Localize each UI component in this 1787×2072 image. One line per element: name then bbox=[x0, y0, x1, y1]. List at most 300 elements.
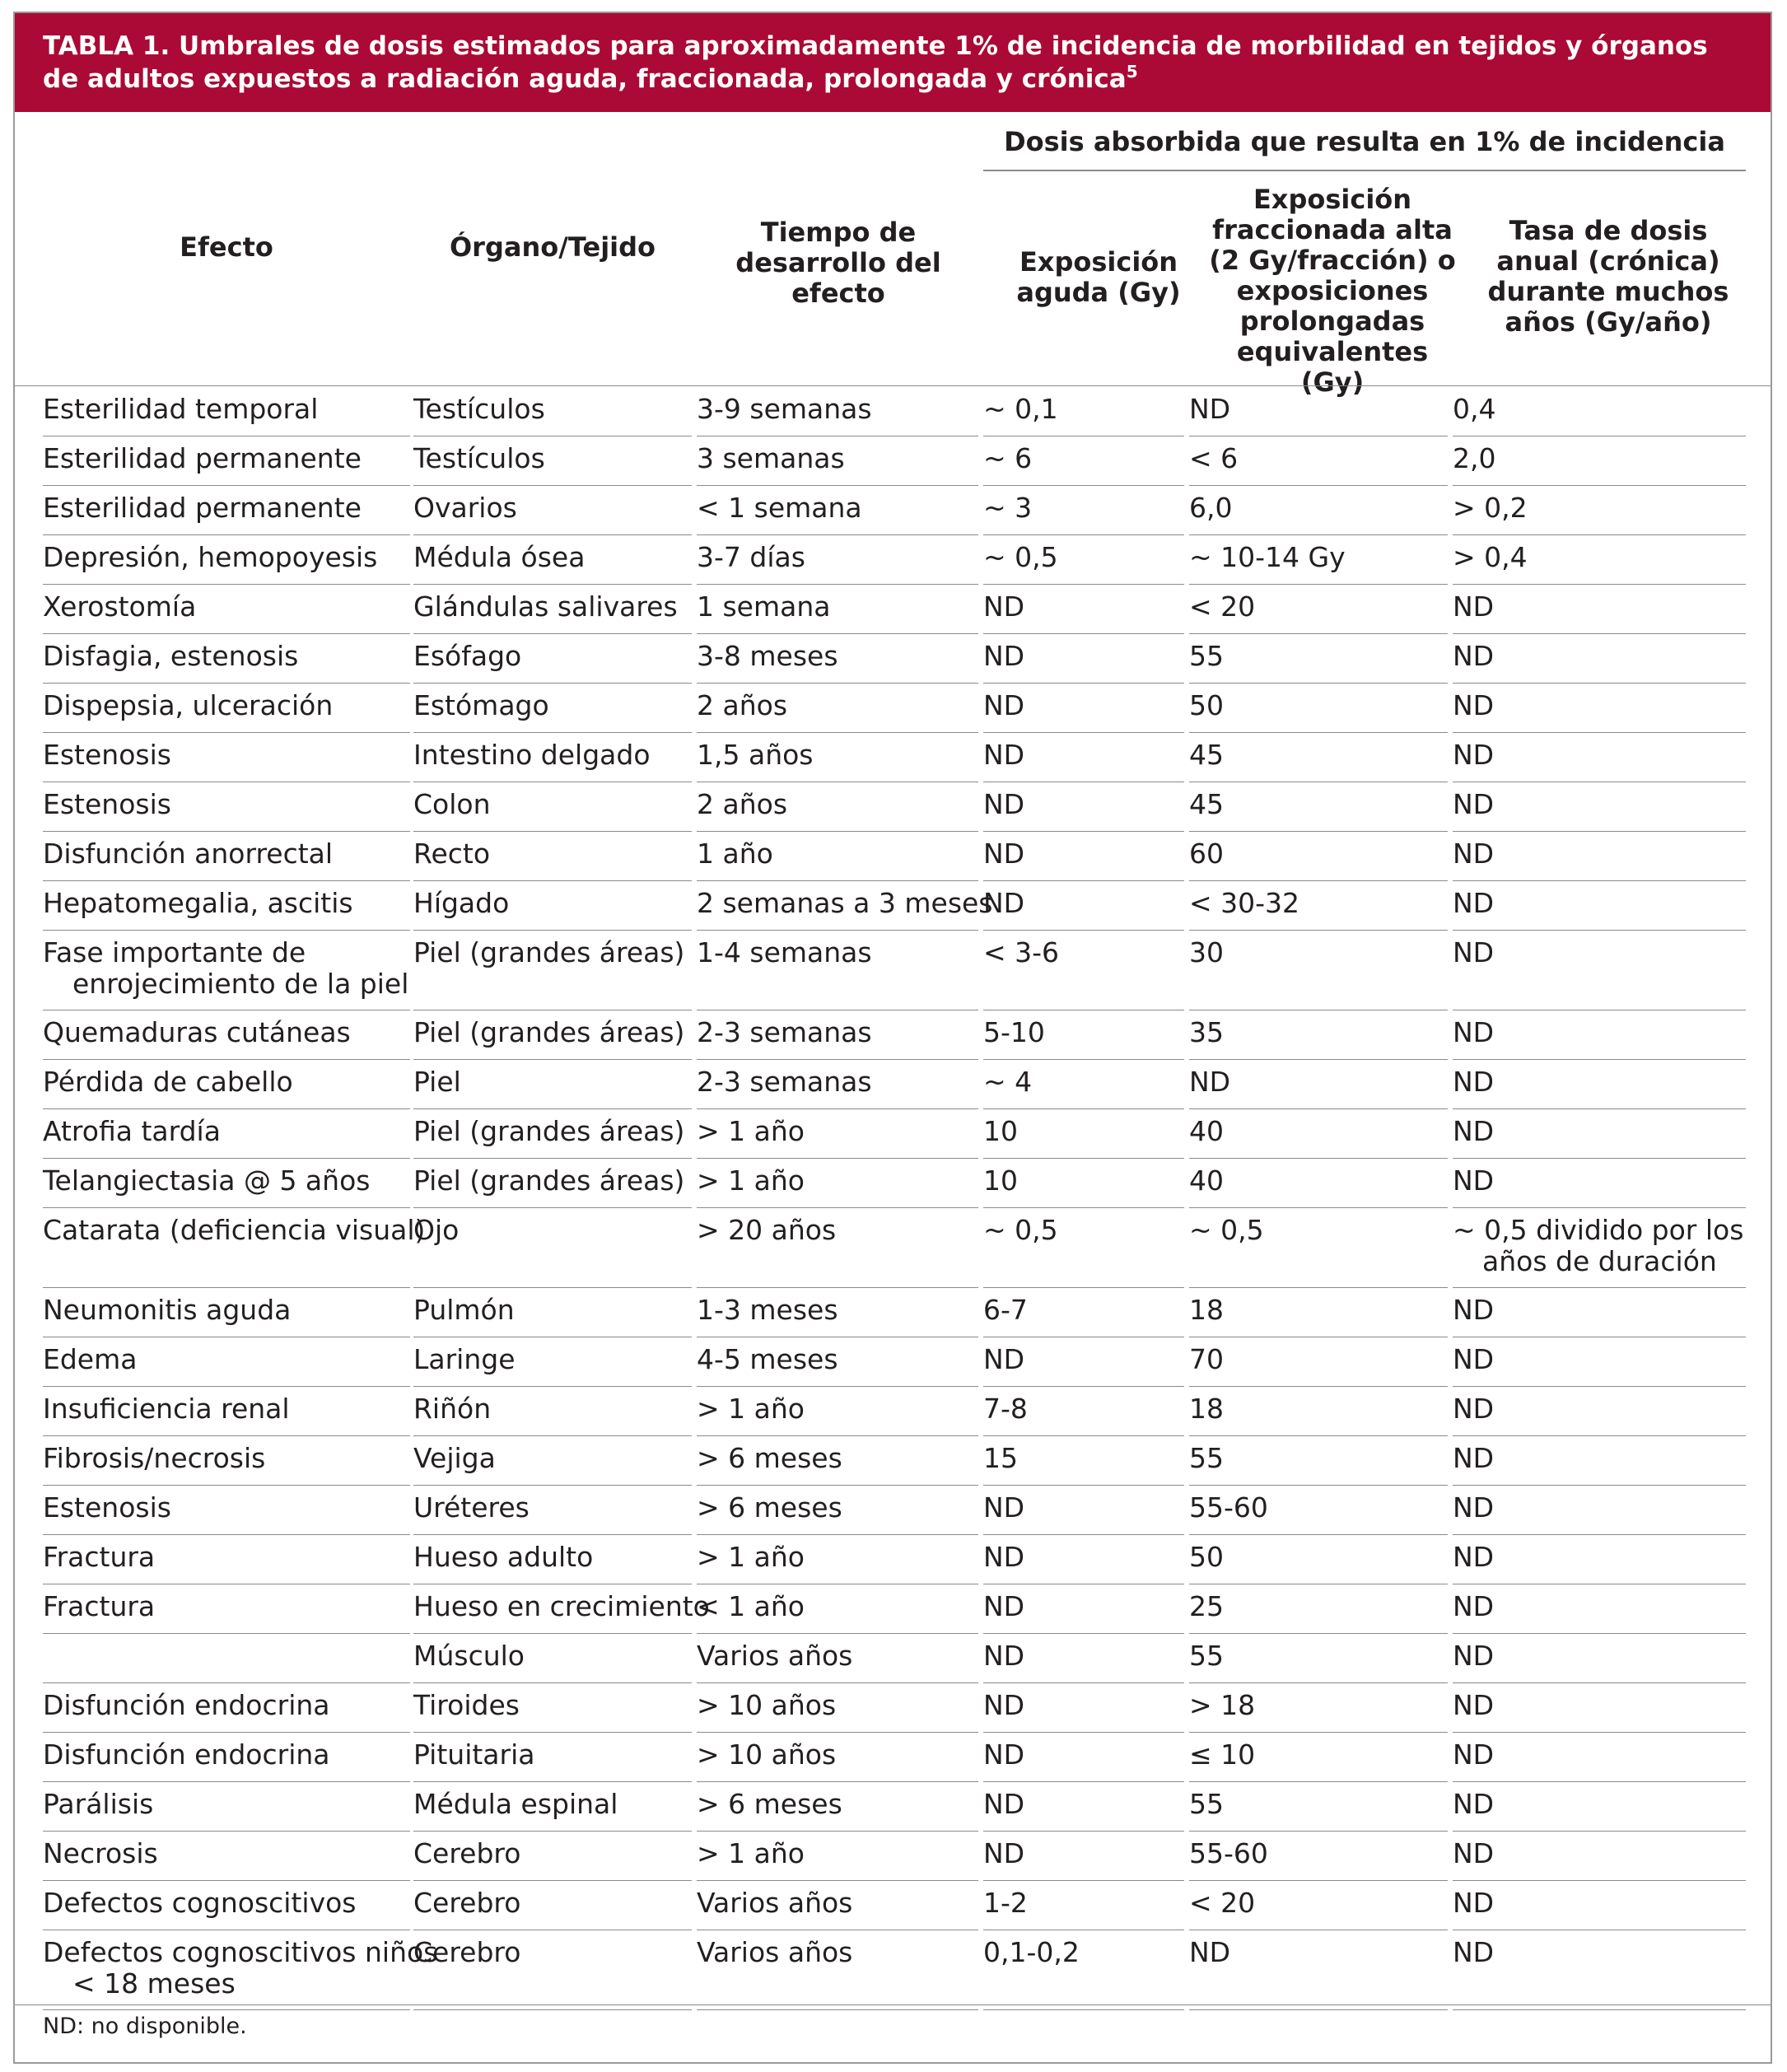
cell-fraccionada bbox=[1189, 535, 1448, 585]
table-row bbox=[15, 1010, 1771, 1060]
cell-tiempo bbox=[697, 387, 978, 436]
cell-tasa bbox=[1453, 1881, 1746, 1930]
cell-efecto-text: Fractura bbox=[43, 1541, 156, 1573]
table-row bbox=[15, 1881, 1771, 1930]
cell-tiempo bbox=[697, 486, 978, 535]
table-row bbox=[15, 1109, 1771, 1159]
cell-tiempo bbox=[697, 1288, 978, 1337]
cell-aguda-text: ~ 4 bbox=[983, 1066, 1033, 1098]
cell-efecto-text: Atrofia tardía bbox=[43, 1115, 221, 1147]
cell-efecto-text: Dispepsia, ulceración bbox=[43, 689, 334, 721]
cell-aguda bbox=[983, 1782, 1184, 1832]
cell-tasa-text: ND bbox=[1453, 788, 1495, 820]
cell-tasa bbox=[1453, 1782, 1746, 1832]
cell-aguda bbox=[983, 1109, 1184, 1159]
cell-efecto bbox=[43, 1288, 410, 1337]
table-row bbox=[15, 1634, 1771, 1683]
cell-efecto-text: Telangiectasia @ 5 años bbox=[43, 1164, 371, 1197]
cell-fraccionada bbox=[1189, 1881, 1448, 1930]
cell-tiempo bbox=[697, 1109, 978, 1159]
table-row bbox=[15, 1486, 1771, 1535]
cell-organo-text: Pituitaria bbox=[413, 1738, 535, 1771]
cell-efecto-text: Edema bbox=[43, 1343, 138, 1375]
cell-tasa bbox=[1453, 486, 1746, 535]
cell-fraccionada bbox=[1189, 634, 1448, 684]
cell-fraccionada bbox=[1189, 1486, 1448, 1535]
cell-tasa-text: ND bbox=[1453, 1837, 1495, 1869]
cell-fraccionada-text: 45 bbox=[1189, 739, 1224, 771]
cell-organo bbox=[413, 1288, 692, 1337]
cell-efecto bbox=[43, 1584, 410, 1634]
cell-fraccionada bbox=[1189, 1832, 1448, 1881]
cell-organo bbox=[413, 684, 692, 733]
cell-tasa bbox=[1453, 1733, 1746, 1782]
cell-organo bbox=[413, 1486, 692, 1535]
column-header-organo: Órgano/Tejido bbox=[449, 231, 656, 263]
cell-tiempo bbox=[697, 931, 978, 1010]
cell-aguda bbox=[983, 782, 1184, 832]
cell-aguda-text: 10 bbox=[983, 1115, 1018, 1147]
table-row bbox=[15, 1782, 1771, 1832]
cell-tasa-text: ND bbox=[1453, 590, 1495, 623]
cell-organo-text: Médula ósea bbox=[413, 541, 586, 573]
cell-efecto bbox=[43, 585, 410, 634]
cell-tasa bbox=[1453, 1109, 1746, 1159]
cell-organo bbox=[413, 1881, 692, 1930]
cell-fraccionada-text: 50 bbox=[1189, 689, 1224, 721]
cell-tasa-text: ND bbox=[1453, 1393, 1495, 1425]
cell-efecto bbox=[43, 1387, 410, 1436]
cell-fraccionada bbox=[1189, 1060, 1448, 1109]
cell-fraccionada bbox=[1189, 1010, 1448, 1060]
cell-tiempo-text: Varios años bbox=[697, 1887, 853, 1919]
table-row bbox=[15, 585, 1771, 634]
cell-tiempo-text: > 1 año bbox=[697, 1164, 805, 1197]
cell-aguda-text: ND bbox=[983, 1343, 1025, 1375]
cell-tasa-text: ND bbox=[1453, 1590, 1495, 1622]
cell-organo bbox=[413, 881, 692, 931]
cell-tasa-text: ND bbox=[1453, 1164, 1495, 1197]
cell-efecto bbox=[43, 1733, 410, 1782]
cell-efecto bbox=[43, 1535, 410, 1584]
cell-tiempo-text: 1,5 años bbox=[697, 739, 814, 771]
cell-efecto bbox=[43, 634, 410, 684]
cell-tasa-text: ND bbox=[1453, 1066, 1495, 1098]
cell-tasa bbox=[1453, 1683, 1746, 1733]
cell-organo-text: Piel (grandes áreas) bbox=[413, 1164, 685, 1197]
cell-organo-text: Testículos bbox=[413, 442, 545, 474]
table-row bbox=[15, 832, 1771, 881]
cell-fraccionada bbox=[1189, 684, 1448, 733]
cell-fraccionada bbox=[1189, 1683, 1448, 1733]
cell-tiempo bbox=[697, 436, 978, 486]
cell-aguda-text: ~ 0,5 bbox=[983, 541, 1058, 573]
cell-organo-text: Piel bbox=[413, 1066, 461, 1098]
cell-efecto bbox=[43, 387, 410, 436]
cell-aguda-text: ND bbox=[983, 689, 1025, 721]
cell-organo bbox=[413, 486, 692, 535]
cell-tiempo-text: 3-9 semanas bbox=[697, 393, 872, 425]
cell-organo bbox=[413, 1584, 710, 1634]
cell-efecto-text: Depresión, hemopoyesis bbox=[43, 541, 378, 573]
table-row bbox=[15, 1584, 1771, 1634]
cell-tiempo-text: 2 años bbox=[697, 788, 788, 820]
column-header-tasa: Tasa de dosis anual (crónica) durante muchos años (Gy/año) bbox=[1487, 215, 1729, 338]
cell-efecto-text: Neumonitis aguda bbox=[43, 1294, 292, 1326]
cell-fraccionada-text: 55 bbox=[1189, 1640, 1224, 1672]
cell-aguda-text: 6-7 bbox=[983, 1294, 1028, 1326]
column-header-fraccionada: Exposición fraccionada alta (2 Gy/fracción) o exposiciones prolongadas equivalentes (Gy) bbox=[1209, 184, 1456, 398]
cell-efecto-text: Insuficiencia renal bbox=[43, 1393, 290, 1425]
cell-tiempo bbox=[697, 535, 978, 585]
cell-fraccionada-text: 18 bbox=[1189, 1393, 1224, 1425]
cell-tasa-text: ND bbox=[1453, 1738, 1495, 1771]
table-row bbox=[15, 1337, 1771, 1387]
table-row bbox=[15, 387, 1771, 436]
cell-efecto bbox=[43, 1010, 410, 1060]
cell-fraccionada-text: 55-60 bbox=[1189, 1837, 1268, 1869]
cell-aguda bbox=[983, 1930, 1184, 2010]
cell-aguda-text: ~ 0,5 bbox=[983, 1214, 1058, 1246]
cell-aguda-text: ~ 0,1 bbox=[983, 393, 1058, 425]
cell-organo bbox=[413, 1387, 692, 1436]
cell-fraccionada-text: < 20 bbox=[1189, 590, 1256, 623]
cell-tasa bbox=[1453, 1010, 1746, 1060]
cell-tiempo bbox=[697, 1337, 978, 1387]
cell-tiempo-text: 4-5 meses bbox=[697, 1343, 838, 1375]
cell-tiempo-text: 2 semanas a 3 meses bbox=[697, 887, 993, 919]
cell-efecto-text: Disfunción endocrina bbox=[43, 1689, 330, 1721]
cell-aguda-text: ~ 6 bbox=[983, 442, 1033, 474]
cell-fraccionada-text: 25 bbox=[1189, 1590, 1224, 1622]
cell-fraccionada bbox=[1189, 931, 1448, 1010]
cell-aguda-text: ND bbox=[983, 838, 1025, 870]
cell-fraccionada bbox=[1189, 1584, 1448, 1634]
cell-organo-text: Testículos bbox=[413, 393, 545, 425]
cell-aguda bbox=[983, 1733, 1184, 1782]
cell-organo-text: Hueso en crecimiento bbox=[413, 1590, 710, 1622]
cell-fraccionada bbox=[1189, 1535, 1448, 1584]
cell-tiempo bbox=[697, 832, 978, 881]
table-row bbox=[15, 782, 1771, 832]
cell-aguda bbox=[983, 832, 1184, 881]
cell-tiempo-text: > 1 año bbox=[697, 1393, 805, 1425]
cell-tasa bbox=[1453, 535, 1746, 585]
cell-tiempo-text: > 1 año bbox=[697, 1541, 805, 1573]
cell-efecto bbox=[43, 832, 410, 881]
cell-efecto-text: Esterilidad permanente bbox=[43, 492, 362, 524]
title-superscript: 5 bbox=[1126, 62, 1138, 82]
cell-tiempo-text: 1 año bbox=[697, 838, 773, 870]
cell-efecto-text: Esterilidad temporal bbox=[43, 393, 319, 425]
cell-tasa-text: ND bbox=[1453, 1016, 1495, 1048]
cell-fraccionada-text: 55 bbox=[1189, 1788, 1224, 1820]
table-row bbox=[15, 1436, 1771, 1486]
cell-efecto bbox=[43, 1208, 426, 1288]
cell-tiempo-text: Varios años bbox=[697, 1640, 853, 1672]
cell-efecto bbox=[43, 684, 410, 733]
cell-organo bbox=[413, 1159, 692, 1208]
cell-tiempo-text: 1 semana bbox=[697, 590, 831, 623]
cell-tiempo-text: > 6 meses bbox=[697, 1788, 842, 1820]
cell-tiempo bbox=[697, 1010, 978, 1060]
cell-organo bbox=[413, 1782, 692, 1832]
cell-tasa-text: 2,0 bbox=[1453, 442, 1496, 474]
cell-organo-text: Glándulas salivares bbox=[413, 590, 678, 623]
cell-tiempo bbox=[697, 634, 978, 684]
cell-aguda-text: ND bbox=[983, 1788, 1025, 1820]
cell-efecto bbox=[43, 436, 410, 486]
cell-efecto-text: Quemaduras cutáneas bbox=[43, 1016, 351, 1048]
cell-tasa-text: ND bbox=[1453, 1491, 1495, 1524]
table-row bbox=[15, 436, 1771, 486]
cell-tiempo bbox=[697, 1733, 978, 1782]
cell-efecto-text: Fase importante de bbox=[43, 936, 306, 968]
table-row bbox=[15, 1159, 1771, 1208]
cell-efecto bbox=[43, 1486, 410, 1535]
cell-aguda-text: 10 bbox=[983, 1164, 1018, 1197]
cell-organo-text: Ovarios bbox=[413, 492, 517, 524]
cell-tasa bbox=[1453, 931, 1746, 1010]
table-row bbox=[15, 634, 1771, 684]
cell-fraccionada bbox=[1189, 585, 1448, 634]
cell-organo bbox=[413, 1634, 692, 1683]
table-title-bar bbox=[15, 13, 1771, 112]
table-row bbox=[15, 486, 1771, 535]
cell-aguda bbox=[983, 535, 1184, 585]
cell-aguda bbox=[983, 1436, 1184, 1486]
cell-fraccionada bbox=[1189, 1159, 1448, 1208]
cell-tasa bbox=[1453, 1634, 1746, 1683]
cell-tasa-text: ND bbox=[1453, 640, 1495, 672]
cell-organo-text: Tiroides bbox=[413, 1689, 520, 1721]
cell-tasa-text: ND bbox=[1453, 887, 1495, 919]
cell-aguda-text: ND bbox=[983, 1541, 1025, 1573]
cell-organo-text: Vejiga bbox=[413, 1442, 496, 1474]
cell-tiempo-text: > 20 años bbox=[697, 1214, 837, 1246]
column-header-aguda: Exposición aguda (Gy) bbox=[1016, 246, 1181, 308]
cell-efecto-text: Catarata (deficiencia visual) bbox=[43, 1214, 426, 1246]
cell-organo bbox=[413, 1930, 692, 2010]
cell-tiempo-text: > 1 año bbox=[697, 1837, 805, 1869]
cell-tiempo-text: 3-7 días bbox=[697, 541, 805, 573]
cell-organo-text: Laringe bbox=[413, 1343, 516, 1375]
cell-fraccionada-text: < 30-32 bbox=[1189, 887, 1300, 919]
cell-organo-text: Piel (grandes áreas) bbox=[413, 1115, 685, 1147]
cell-aguda bbox=[983, 1060, 1184, 1109]
cell-aguda bbox=[983, 1387, 1184, 1436]
cell-organo bbox=[413, 782, 692, 832]
cell-organo bbox=[413, 535, 692, 585]
cell-aguda-text: ND bbox=[983, 1491, 1025, 1524]
cell-organo bbox=[413, 1109, 692, 1159]
cell-organo-text: Ojo bbox=[413, 1214, 460, 1246]
cell-tiempo-text: 2-3 semanas bbox=[697, 1066, 872, 1098]
table-row bbox=[15, 1535, 1771, 1584]
cell-aguda bbox=[983, 1535, 1184, 1584]
cell-fraccionada-text: 70 bbox=[1189, 1343, 1224, 1375]
cell-aguda bbox=[983, 486, 1184, 535]
cell-organo-text: Piel (grandes áreas) bbox=[413, 936, 685, 968]
cell-organo bbox=[413, 1436, 692, 1486]
cell-fraccionada-text: 40 bbox=[1189, 1164, 1224, 1197]
cell-tiempo bbox=[697, 1832, 978, 1881]
cell-tasa-text: ND bbox=[1453, 689, 1495, 721]
cell-tasa bbox=[1453, 1535, 1746, 1584]
cell-aguda bbox=[983, 1288, 1184, 1337]
cell-tiempo-text: < 1 año bbox=[697, 1590, 805, 1622]
cell-aguda bbox=[983, 733, 1184, 782]
cell-tiempo bbox=[697, 1634, 978, 1683]
cell-organo-text: Médula espinal bbox=[413, 1788, 618, 1820]
cell-efecto bbox=[43, 1782, 410, 1832]
cell-aguda-text: ~ 3 bbox=[983, 492, 1033, 524]
cell-tiempo-text: > 6 meses bbox=[697, 1442, 842, 1474]
cell-tasa bbox=[1453, 684, 1746, 733]
cell-efecto bbox=[43, 1060, 410, 1109]
cell-fraccionada bbox=[1189, 733, 1448, 782]
cell-tiempo bbox=[697, 1159, 978, 1208]
cell-tasa-text: > 0,2 bbox=[1453, 492, 1528, 524]
cell-organo bbox=[413, 436, 692, 486]
table-row bbox=[15, 1832, 1771, 1881]
cell-aguda-text: ND bbox=[983, 1837, 1025, 1869]
cell-aguda-text: ND bbox=[983, 1590, 1025, 1622]
table-row bbox=[15, 1733, 1771, 1782]
cell-tiempo-text: 2-3 semanas bbox=[697, 1016, 872, 1048]
table-row bbox=[15, 1208, 1771, 1288]
cell-efecto-text: Fibrosis/necrosis bbox=[43, 1442, 266, 1474]
cell-fraccionada bbox=[1189, 1288, 1448, 1337]
table-row bbox=[15, 733, 1771, 782]
cell-tiempo bbox=[697, 1486, 978, 1535]
cell-efecto bbox=[43, 782, 410, 832]
cell-fraccionada-text: 6,0 bbox=[1189, 492, 1233, 524]
cell-efecto bbox=[43, 1337, 410, 1387]
cell-tiempo bbox=[697, 1208, 978, 1288]
cell-fraccionada bbox=[1189, 436, 1448, 486]
cell-efecto bbox=[43, 1881, 410, 1930]
cell-tiempo bbox=[697, 881, 993, 931]
cell-tiempo bbox=[697, 1535, 978, 1584]
cell-tasa bbox=[1453, 782, 1746, 832]
cell-efecto-text: Xerostomía bbox=[43, 590, 197, 623]
cell-fraccionada bbox=[1189, 832, 1448, 881]
cell-efecto-text: Hepatomegalia, ascitis bbox=[43, 887, 353, 919]
cell-tasa-text: ~ 0,5 dividido por los bbox=[1453, 1214, 1744, 1246]
cell-tasa bbox=[1453, 1060, 1746, 1109]
footnote: ND: no disponible. bbox=[43, 2014, 247, 2039]
cell-efecto-text: Estenosis bbox=[43, 739, 171, 771]
cell-organo bbox=[413, 1337, 692, 1387]
cell-fraccionada bbox=[1189, 881, 1448, 931]
cell-tasa-text-continued: años de duración bbox=[1482, 1245, 1717, 1277]
cell-aguda bbox=[983, 387, 1184, 436]
cell-tiempo bbox=[697, 585, 978, 634]
cell-tiempo bbox=[697, 1387, 978, 1436]
cell-efecto bbox=[43, 486, 410, 535]
cell-organo-text: Cerebro bbox=[413, 1936, 521, 1968]
cell-aguda bbox=[983, 1208, 1184, 1288]
cell-tasa-text: ND bbox=[1453, 1294, 1495, 1326]
cell-aguda-text: 1-2 bbox=[983, 1887, 1028, 1919]
cell-aguda-text: 0,1-0,2 bbox=[983, 1936, 1080, 1968]
cell-tasa-text: ND bbox=[1453, 1689, 1495, 1721]
cell-efecto-text: Esterilidad permanente bbox=[43, 442, 362, 474]
cell-organo-text: Esófago bbox=[413, 640, 522, 672]
cell-organo bbox=[413, 1208, 692, 1288]
cell-fraccionada-text: 60 bbox=[1189, 838, 1224, 870]
cell-fraccionada bbox=[1189, 1733, 1448, 1782]
cell-organo-text: Intestino delgado bbox=[413, 739, 651, 771]
cell-organo bbox=[413, 1010, 692, 1060]
cell-tasa bbox=[1453, 585, 1746, 634]
cell-fraccionada bbox=[1189, 1387, 1448, 1436]
cell-aguda-text: ND bbox=[983, 739, 1025, 771]
cell-aguda-text: 5-10 bbox=[983, 1016, 1045, 1048]
cell-tiempo-text: > 10 años bbox=[697, 1689, 837, 1721]
table-row bbox=[15, 881, 1771, 931]
cell-tiempo-text: 1-4 semanas bbox=[697, 936, 872, 968]
cell-efecto bbox=[43, 1683, 410, 1733]
cell-aguda-text: ND bbox=[983, 1640, 1025, 1672]
column-header-tiempo: Tiempo de desarrollo del efecto bbox=[735, 217, 941, 309]
cell-tasa bbox=[1453, 1288, 1746, 1337]
cell-organo-text: Colon bbox=[413, 788, 491, 820]
cell-aguda bbox=[983, 684, 1184, 733]
cell-tiempo bbox=[697, 1782, 978, 1832]
cell-efecto-text: Parálisis bbox=[43, 1788, 154, 1820]
cell-tasa bbox=[1453, 881, 1746, 931]
cell-fraccionada bbox=[1189, 1782, 1448, 1832]
cell-efecto bbox=[43, 931, 410, 1010]
cell-tiempo-text: Varios años bbox=[697, 1936, 853, 1968]
cell-organo bbox=[413, 1832, 692, 1881]
table-row bbox=[15, 1060, 1771, 1109]
cell-aguda bbox=[983, 1337, 1184, 1387]
cell-fraccionada bbox=[1189, 1208, 1448, 1288]
cell-organo bbox=[413, 931, 692, 1010]
cell-fraccionada-text: ND bbox=[1189, 393, 1231, 425]
cell-tiempo bbox=[697, 684, 978, 733]
cell-organo-text: Hígado bbox=[413, 887, 510, 919]
cell-fraccionada bbox=[1189, 1109, 1448, 1159]
cell-fraccionada bbox=[1189, 1930, 1448, 2010]
cell-tasa bbox=[1453, 1208, 1746, 1288]
cell-efecto bbox=[43, 1634, 410, 1683]
cell-organo-text: Estómago bbox=[413, 689, 549, 721]
cell-efecto-text: Pérdida de cabello bbox=[43, 1066, 293, 1098]
cell-fraccionada-text: ~ 0,5 bbox=[1189, 1214, 1264, 1246]
cell-tasa-text: ND bbox=[1453, 1887, 1495, 1919]
table-row bbox=[15, 931, 1771, 1010]
cell-tasa-text: ND bbox=[1453, 1115, 1495, 1147]
cell-organo bbox=[413, 634, 692, 684]
cell-efecto-text: Disfunción endocrina bbox=[43, 1738, 330, 1771]
cell-aguda bbox=[983, 1486, 1184, 1535]
cell-tasa bbox=[1453, 1337, 1746, 1387]
cell-organo bbox=[413, 1060, 692, 1109]
cell-tasa-text: ND bbox=[1453, 936, 1495, 968]
cell-efecto-text: Estenosis bbox=[43, 788, 171, 820]
group-header-rule bbox=[983, 170, 1746, 171]
cell-efecto bbox=[43, 733, 410, 782]
cell-aguda-text: ND bbox=[983, 788, 1025, 820]
table-row bbox=[15, 684, 1771, 733]
cell-aguda bbox=[983, 881, 1184, 931]
cell-tasa-text: ND bbox=[1453, 1788, 1495, 1820]
cell-aguda bbox=[983, 1010, 1184, 1060]
